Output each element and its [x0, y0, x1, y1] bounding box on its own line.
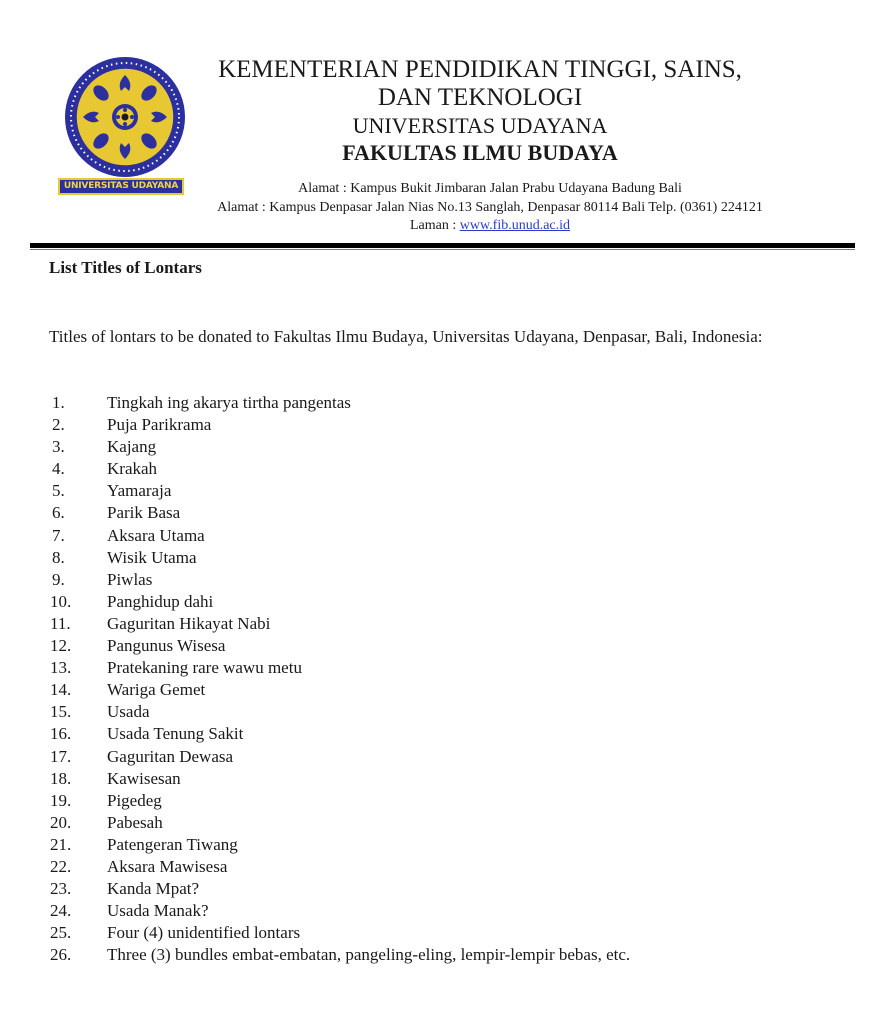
item-number: 7. — [52, 525, 65, 545]
list-item — [50, 392, 630, 414]
website-label: Laman : — [409, 218, 460, 233]
section-title: List Titles of Lontars — [49, 258, 202, 277]
list-item — [50, 878, 630, 900]
item-title: Pratekaning rare wawu metu — [107, 658, 302, 678]
item-number: 6. — [52, 503, 65, 523]
list-item — [50, 613, 630, 635]
item-number: 8. — [52, 547, 65, 567]
item-title: Pangunus Wisesa — [107, 636, 226, 656]
item-number: 20. — [50, 812, 72, 832]
letterhead-divider-thick — [30, 243, 855, 248]
faculty-name: FAKULTAS ILMU BUDAYA — [342, 140, 618, 165]
item-number: 3. — [52, 437, 65, 457]
item-number: 22. — [50, 856, 72, 876]
list-item — [50, 502, 630, 524]
item-number: 2. — [52, 415, 65, 435]
item-title: Pigedeg — [107, 790, 162, 810]
list-item — [50, 922, 630, 944]
item-title: Patengeran Tiwang — [107, 834, 238, 854]
item-title: Usada Tenung Sakit — [107, 724, 244, 744]
lontar-titles-list — [50, 392, 630, 966]
item-number: 24. — [50, 901, 72, 921]
item-number: 18. — [50, 768, 72, 788]
item-number: 15. — [50, 702, 72, 722]
item-title: Usada — [107, 702, 150, 722]
ministry-name-line2: DAN TEKNOLOGI — [377, 84, 583, 111]
list-item — [50, 834, 630, 856]
list-item — [50, 657, 630, 679]
item-number: 14. — [50, 680, 72, 700]
website-link[interactable]: www.fib.unud.ac.id — [459, 218, 571, 233]
item-title: Four (4) unidentified lontars — [107, 923, 301, 943]
item-number: 21. — [50, 834, 72, 854]
list-item — [50, 436, 630, 458]
item-title: Aksara Mawisesa — [107, 856, 228, 876]
list-item — [50, 414, 630, 436]
item-title: Krakah — [107, 459, 158, 479]
item-title: Gaguritan Hikayat Nabi — [107, 613, 271, 633]
list-item — [50, 812, 630, 834]
item-number: 4. — [52, 459, 65, 479]
item-title: Kanda Mpat? — [107, 879, 200, 899]
item-number: 10. — [50, 591, 72, 611]
item-number: 17. — [50, 746, 72, 766]
list-item — [50, 547, 630, 569]
item-number: 12. — [50, 636, 72, 656]
item-title: Kajang — [107, 437, 157, 457]
item-title: Kawisesan — [107, 768, 181, 788]
item-title: Parik Basa — [107, 503, 181, 523]
list-item — [50, 768, 630, 790]
item-number: 16. — [50, 724, 72, 744]
list-item — [50, 458, 630, 480]
list-item — [50, 790, 630, 812]
item-title: Yamaraja — [107, 481, 172, 501]
website-line — [140, 218, 840, 234]
list-item — [50, 944, 630, 966]
item-title: Wisik Utama — [107, 547, 197, 567]
item-title: Piwlas — [107, 569, 153, 589]
logo-caption: UNIVERSITAS UDAYANA — [58, 178, 184, 195]
item-title: Usada Manak? — [107, 901, 209, 921]
item-number: 5. — [52, 481, 65, 501]
address-jimbaran: Alamat : Kampus Bukit Jimbaran Jalan Prabu Udayana Badung Bali — [298, 181, 682, 196]
list-item — [50, 856, 630, 878]
intro-paragraph: Titles of lontars to be donated to Fakultas Ilmu Budaya, Universitas Udayana, Denpasar, Bali, Indonesia: — [49, 327, 763, 346]
item-number: 1. — [52, 393, 65, 412]
item-number: 26. — [50, 945, 72, 965]
item-title: Panghidup dahi — [107, 591, 214, 611]
item-number: 9. — [52, 569, 65, 589]
item-number: 25. — [50, 923, 72, 943]
list-item — [50, 701, 630, 723]
item-title: Gaguritan Dewasa — [107, 746, 234, 766]
list-item — [50, 525, 630, 547]
item-title: Aksara Utama — [107, 525, 205, 545]
item-number: 23. — [50, 879, 72, 899]
item-number: 19. — [50, 790, 72, 810]
list-item — [50, 723, 630, 745]
item-number: 11. — [50, 613, 71, 633]
university-name: UNIVERSITAS UDAYANA — [352, 113, 608, 138]
list-item — [50, 900, 630, 922]
address-denpasar: Alamat : Kampus Denpasar Jalan Nias No.13 Sanglah, Denpasar 80114 Bali Telp. (0361) 224121 — [217, 200, 763, 215]
list-item — [50, 746, 630, 768]
item-title: Tingkah ing akarya tirtha pangentas — [107, 393, 351, 412]
letterhead-divider-thin — [30, 249, 855, 250]
list-item — [50, 679, 630, 701]
list-item — [50, 480, 630, 502]
item-title: Three (3) bundles embat-embatan, pangeling-eling, lempir-lempir bebas, etc. — [107, 945, 631, 965]
list-item — [50, 635, 630, 657]
item-title: Pabesah — [107, 812, 163, 832]
list-item — [50, 569, 630, 591]
ministry-name-line1: KEMENTERIAN PENDIDIKAN TINGGI, SAINS, — [218, 56, 742, 83]
item-title: Wariga Gemet — [107, 680, 206, 700]
list-item — [50, 591, 630, 613]
item-title: Puja Parikrama — [107, 415, 212, 435]
item-number: 13. — [50, 658, 72, 678]
